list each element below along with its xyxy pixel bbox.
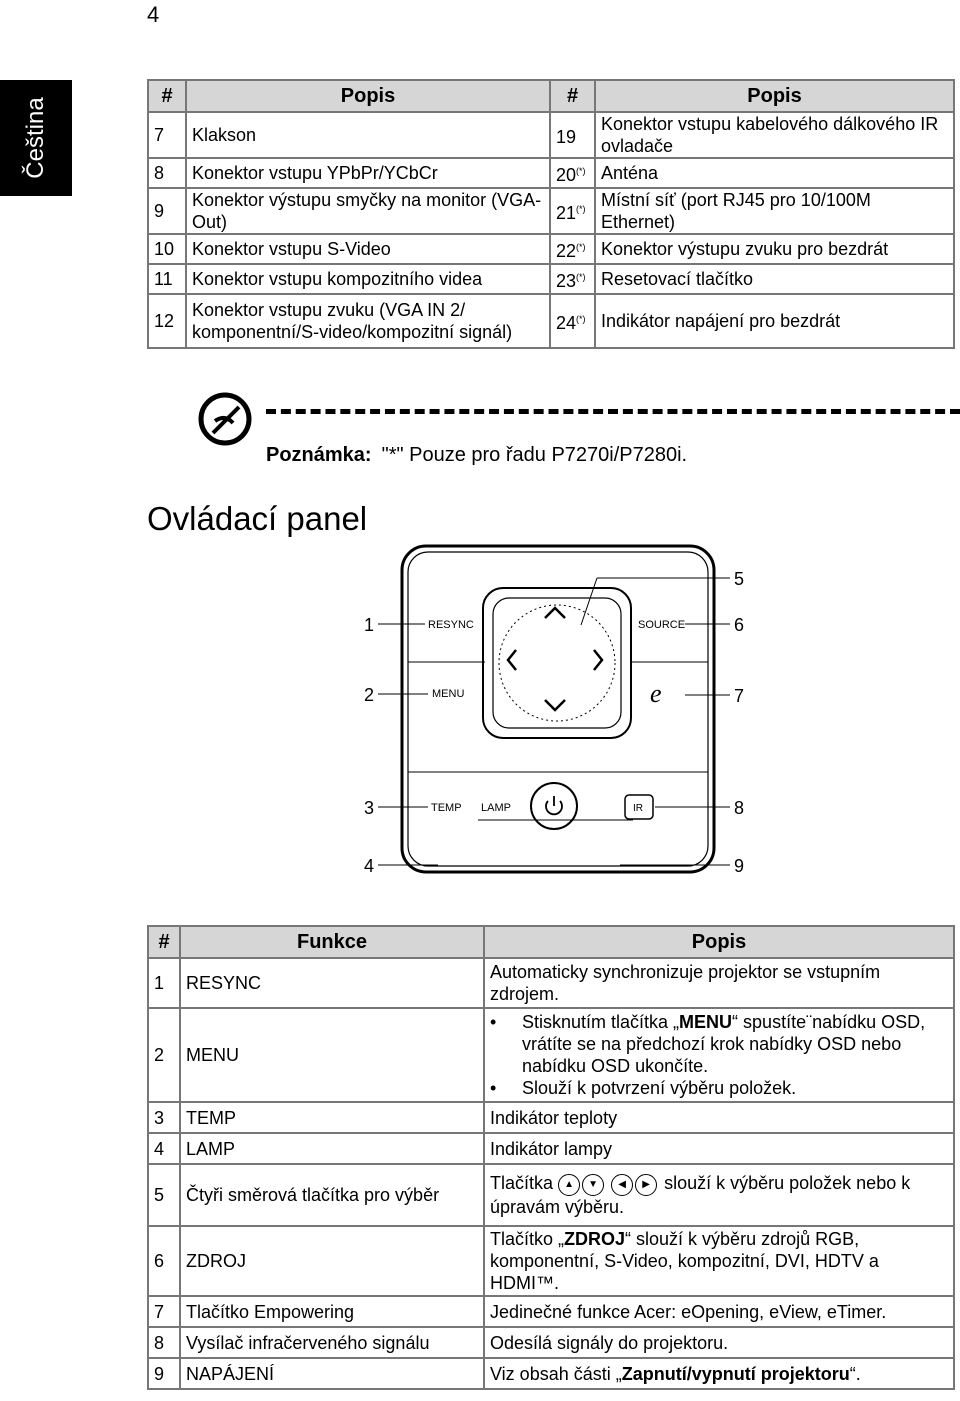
row-description: Indikátor napájení pro bezdrát [595, 294, 954, 348]
table-row [148, 158, 954, 188]
header-description: Popis [595, 80, 954, 112]
row-description: Konektor vstupu kompozitního videa [186, 264, 550, 294]
table-header [148, 80, 954, 112]
table-row [148, 958, 954, 1008]
lamp-label: LAMP [481, 802, 511, 814]
row-description [484, 1008, 954, 1102]
row-function: ZDROJ [180, 1226, 484, 1296]
power-icon [546, 796, 562, 814]
note-text: "*" Pouze pro řadu P7270i/P7280i. [381, 444, 688, 466]
arrow-left-icon: ◀ [611, 1174, 633, 1196]
row-number: 22(*) [550, 234, 595, 264]
row-number: 20(*) [550, 158, 595, 188]
page-number: 4 [147, 2, 160, 27]
callout-3: 3 [364, 798, 375, 818]
row-number: 11 [148, 264, 186, 294]
header-number: # [148, 926, 180, 958]
row-number: 21(*) [550, 188, 595, 234]
row-function: Tlačítko Empowering [180, 1296, 484, 1327]
note [266, 444, 687, 467]
table-row [148, 188, 954, 234]
table-row [148, 1008, 954, 1102]
row-description: Resetovací tlačítko [595, 264, 954, 294]
table-row [148, 1102, 954, 1133]
section-title: Ovládací panel [147, 500, 368, 537]
row-number: 8 [148, 158, 186, 188]
menu-bullet-2: • Slouží k potvrzení výběru položek. [522, 1077, 948, 1099]
note-divider [266, 409, 960, 414]
row-number: 3 [148, 1102, 180, 1133]
row-description: Místní síť (port RJ45 pro 10/100M Ethernet) [595, 188, 954, 234]
row-description: Tlačítko „ZDROJ“ slouží k výběru zdrojů RGB, komponentní, S-Video, kompozitní, DVI, HDTV a HDMI™. [484, 1226, 954, 1296]
row-description: Jedinečné funkce Acer: eOpening, eView, eTimer. [484, 1296, 954, 1327]
row-description: Automaticky synchronizuje projektor se vstupním zdrojem. [484, 958, 954, 1008]
row-description: Konektor vstupu YPbPr/YCbCr [186, 158, 550, 188]
row-function: LAMP [180, 1133, 484, 1164]
row-number: 5 [148, 1164, 180, 1226]
callout-1: 1 [364, 615, 375, 635]
source-label: SOURCE [638, 619, 686, 631]
arrow-down-icon: ▼ [582, 1174, 604, 1196]
table-header [148, 926, 954, 958]
row-function: MENU [180, 1008, 484, 1102]
row-description: Konektor výstupu zvuku pro bezdrát [595, 234, 954, 264]
row-number: 1 [148, 958, 180, 1008]
control-panel-diagram [350, 540, 770, 880]
row-number: 9 [148, 1358, 180, 1389]
row-description: Odesílá signály do projektoru. [484, 1327, 954, 1358]
row-function: RESYNC [180, 958, 484, 1008]
header-description: Popis [186, 80, 550, 112]
callout-2: 2 [364, 685, 375, 705]
row-description: Indikátor lampy [484, 1133, 954, 1164]
row-number: 10 [148, 234, 186, 264]
table-row [148, 1164, 954, 1226]
language-tab [0, 80, 72, 196]
callout-6: 6 [734, 615, 745, 635]
temp-label: TEMP [431, 802, 462, 814]
callout-9: 9 [734, 856, 745, 876]
table-row [148, 264, 954, 294]
ir-label: IR [633, 803, 643, 814]
row-number: 19 [550, 112, 595, 158]
table-row [148, 234, 954, 264]
row-number: 4 [148, 1133, 180, 1164]
row-number: 7 [148, 112, 186, 158]
row-description: Indikátor teploty [484, 1102, 954, 1133]
table-row [148, 1358, 954, 1389]
arrow-down-icon [545, 700, 565, 710]
direction-arrows [508, 608, 602, 710]
arrow-left-icon [508, 650, 516, 670]
header-number: # [550, 80, 595, 112]
arrow-up-icon: ▲ [558, 1174, 580, 1196]
arrow-right-icon [594, 650, 602, 670]
row-description: Konektor výstupu smyčky na monitor (VGA-Out) [186, 188, 550, 234]
arrow-right-icon: ▶ [635, 1174, 657, 1196]
language-tab-label: Čeština [22, 97, 49, 179]
row-number: 9 [148, 188, 186, 234]
row-description: Konektor vstupu zvuku (VGA IN 2/ komponentní/S-video/kompozitní signál) [186, 294, 550, 348]
row-number: 12 [148, 294, 186, 348]
row-number: 24(*) [550, 294, 595, 348]
row-description: Konektor vstupu S-Video [186, 234, 550, 264]
callout-5: 5 [734, 569, 745, 589]
row-description: Anténa [595, 158, 954, 188]
row-number: 8 [148, 1327, 180, 1358]
header-function: Funkce [180, 926, 484, 958]
resync-label: RESYNC [428, 619, 474, 631]
row-function: TEMP [180, 1102, 484, 1133]
connector-table [147, 79, 955, 349]
row-description: Konektor vstupu kabelového dálkového IR ovladače [595, 112, 954, 158]
callout-4: 4 [364, 856, 375, 876]
empowering-e-icon: e [650, 679, 662, 708]
table-row [148, 1226, 954, 1296]
row-number: 2 [148, 1008, 180, 1102]
callout-7: 7 [734, 686, 745, 706]
row-number: 23(*) [550, 264, 595, 294]
row-function: NAPÁJENÍ [180, 1358, 484, 1389]
menu-label: MENU [432, 688, 465, 700]
row-description: Viz obsah části „Zapnutí/vypnutí projektoru“. [484, 1358, 954, 1389]
table-row [148, 1327, 954, 1358]
table-row [148, 294, 954, 348]
note-pen-icon [196, 390, 254, 453]
header-number: # [148, 80, 186, 112]
control-panel-table [147, 925, 955, 1390]
arrow-up-icon [545, 608, 565, 618]
note-label: Poznámka: [266, 444, 372, 466]
table-row [148, 112, 954, 158]
table-row [148, 1133, 954, 1164]
row-function: Vysílač infračerveného signálu [180, 1327, 484, 1358]
row-function: Čtyři směrová tlačítka pro výběr [180, 1164, 484, 1226]
row-number: 6 [148, 1226, 180, 1296]
row-description: Klakson [186, 112, 550, 158]
table-row [148, 1296, 954, 1327]
row-number: 7 [148, 1296, 180, 1327]
header-description: Popis [484, 926, 954, 958]
callout-8: 8 [734, 798, 745, 818]
menu-bullet-1: • Stisknutím tlačítka „MENU“ spustíte¨nabídku OSD, vrátíte se na předchozí krok nabídky OSD nebo nabídku OSD ukončíte. [522, 1011, 948, 1077]
row-description: Tlačítka ▲ ▼ ◀ ▶ slouží k výběru položek nebo k úpravám výběru. [484, 1164, 954, 1226]
